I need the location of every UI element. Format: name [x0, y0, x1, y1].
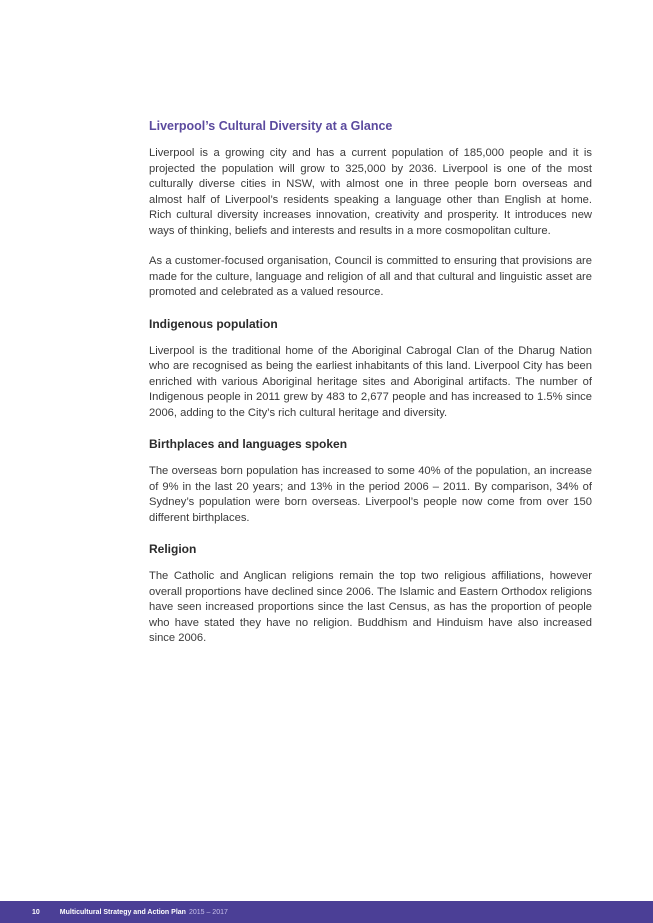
footer-document-title: Multicultural Strategy and Action Plan — [59, 908, 186, 916]
intro-paragraph-2: As a customer-focused organisation, Council is committed to ensuring that provisions are made for the culture, language and religion of all and that cultural and linguistic asset are promoted and celebrated as a valued resource. — [149, 255, 592, 298]
page-title: Liverpool’s Cultural Diversity at a Glance — [149, 119, 393, 133]
footer-years: 2015 – 2017 — [188, 908, 228, 916]
section-text-birthplaces: The overseas born population has increased to some 40% of the population, an increase of 9% in the last 20 years; and 13% in the period 2006 – 2011. By comparison, 34% of Sydney’s population were born overseas. Liverpool’s people now come from over 150 different birthplaces. — [149, 465, 592, 524]
intro-paragraph-1: Liverpool is a growing city and has a current population of 185,000 people and it is projected the population will grow to 325,000 by 2036. Liverpool is one of the most culturally diverse cities in NSW, with almost one in three people born overseas and almost half of Liverpool’s residents speaking a language other than English at home. Rich cultural diversity increases innovation, creativity and prosperity. It introduces new ways of thinking, beliefs and interests and results in a more cosmopolitan culture. — [149, 147, 592, 237]
section-heading-indigenous: Indigenous population — [149, 316, 278, 331]
section-text-indigenous: Liverpool is the traditional home of the Aboriginal Cabrogal Clan of the Dharug Nation who are recognised as being the earliest inhabitants of this land. Liverpool City has been enriched with various Aboriginal heritage sites and Aboriginal artifacts. The number of Indigenous people in 2011 grew by 483 to 2,677 people and has increased to 1.5% since 2006, adding to the City’s rich cultural heritage and diversity. — [149, 344, 592, 419]
section-heading-religion: Religion — [149, 542, 197, 556]
section-text-religion: The Catholic and Anglican religions remain the top two religious affiliations, however overall proportions have declined since 2006. The Islamic and Eastern Orthodox religions have seen increased proportions since the last Census, as has the proportion of people who have stated they have no religion. Buddhism and Hinduism have also increased since 2006. — [149, 570, 592, 644]
section-heading-birthplaces: Birthplaces and languages spoken — [149, 437, 348, 451]
footer-bar — [0, 901, 653, 923]
page-content — [149, 118, 592, 662]
page-number: 10 — [32, 908, 40, 916]
